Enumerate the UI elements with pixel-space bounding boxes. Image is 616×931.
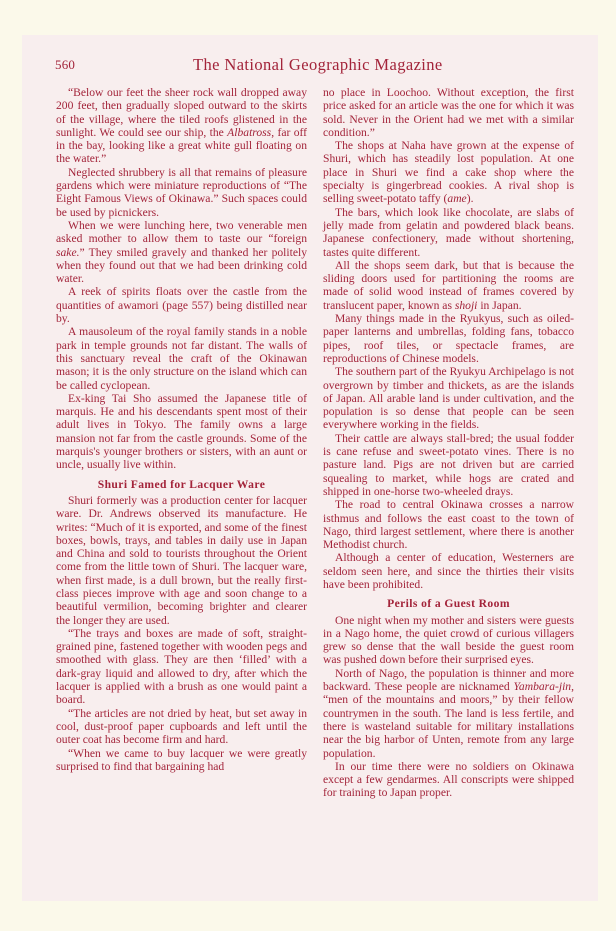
body-paragraph (323, 206, 574, 259)
paragraph-text: , “men of the mountains and moors,” by their fellow countrymen in the south. The land is less fertile, and there is wasteland suitable for military installations near the big harbor of Unten, remote from any large population. (323, 680, 574, 760)
italic-term: ame (447, 192, 467, 206)
body-paragraph (56, 707, 307, 747)
paragraph-text: in Japan. (477, 298, 522, 312)
running-title: The National Geographic Magazine (193, 55, 443, 74)
left-column (56, 86, 307, 773)
paragraph-text: “When we came to buy lacquer we were greatly surprised to find that bargaining had (56, 746, 307, 773)
body-paragraph (323, 432, 574, 498)
page-number: 560 (55, 57, 76, 72)
paragraph-text: All the shops seem dark, but that is because the sliding doors used for partitioning the rooms are made of solid wood instead of frames covered by translucent paper, known as (323, 258, 574, 312)
paragraph-text: North of Nago, the population is thinner and more backward. These people are nicknamed (323, 666, 574, 694)
paragraph-text: Their cattle are always stall-bred; the usual fodder is cane refuse and sweet-potato vines. There is no pasture land. Pigs are not driven but are carried squealing to market, while hogs are crated and shipped in one-horse two-wheeled drays. (323, 431, 574, 498)
paragraph-text: The bars, which look like chocolate, are slabs of jelly made from gelatin and powdered black beans. Japanese confectionery, made without shortening, tastes quite different. (323, 205, 574, 259)
paragraph-text: A mausoleum of the royal family stands in a noble park in temple grounds not far distant. The walls of this sanctuary reveal the craft of the Okinawan mason; it is the only structure on the island which can be called cyclopean. (56, 325, 307, 392)
paragraph-text: Although a center of education, Westerners are seldom seen here, and since the thirties their visits have been prohibited. (323, 551, 574, 591)
paragraph-text: A reek of spirits floats over the castle from the quantities of awamori (page 557) being distilled near by. (56, 285, 307, 326)
paragraph-text: “The trays and boxes are made of soft, straight-grained pine, fastened together with wooden pegs and smoothed with glass. They are then ‘filled’ with a dark-gray liquid and allowed to dry, after which the lacquer is applied with a brush as one would paint a board. (56, 626, 307, 707)
body-paragraph (323, 498, 574, 551)
paragraph-text: Neglected shrubbery is all that remains of pleasure gardens which were miniature reproductions of “The Eight Famous Views of Okinawa.” Such spaces could be used by picnickers. (56, 165, 307, 219)
paragraph-text: In our time there were no soldiers on Okinawa except a few gendarmes. All conscripts were shipped for training to Japan proper. (323, 759, 574, 800)
body-paragraph (323, 614, 574, 667)
paragraph-text: The road to central Okinawa crosses a narrow isthmus and follows the east coast to the town of Nago, third largest settlement, where there is another Methodist church. (323, 498, 574, 552)
italic-term: Albatross (227, 125, 272, 139)
body-paragraph (56, 285, 307, 325)
paragraph-text: Ex-king Tai Sho assumed the Japanese title of marquis. He and his descendants spent most of their adult lives in Tokyo. The family owns a large mansion not far from the castle grounds. Some of the marquis's younger brothers or sisters, with an aunt or uncle, usually live within. (56, 391, 307, 472)
italic-term: Yambara-jin (513, 680, 572, 694)
body-paragraph (56, 494, 307, 627)
section-heading: Perils of a Guest Room (387, 597, 510, 611)
paragraph-text: , far off in the bay, looking like a great white gull floating on the water.” (56, 125, 308, 166)
body-paragraph (323, 86, 574, 139)
paragraph-text: “The articles are not dried by heat, but set away in cool, dust-proof paper cupboards and left until the outer coat has become firm and hard. (56, 706, 307, 747)
body-paragraph (323, 551, 574, 591)
body-paragraph (56, 219, 307, 285)
paragraph-text: no place in Loochoo. Without exception, the first price asked for an article was the one for which it was sold. Never in the Orient had we met with a similar condition.” (323, 86, 574, 139)
body-paragraph (323, 365, 574, 431)
paragraph-text: Many things made in the Ryukyus, such as oiled-paper lanterns and umbrellas, folding fans, tobacco pipes, roof tiles, or spectacle frames, are reproductions of Chinese models. (323, 312, 574, 365)
body-paragraph (323, 760, 574, 800)
body-paragraph (56, 392, 307, 472)
right-column (323, 86, 574, 800)
body-paragraph (323, 312, 574, 365)
body-paragraph (56, 627, 307, 707)
paragraph-text: One night when my mother and sisters were guests in a Nago home, the quiet crowd of curious villagers grew so dense that the wall beside the guest room was pushed down before their surprised eyes. (323, 613, 574, 667)
body-paragraph (56, 86, 307, 166)
section-heading: Shuri Famed for Lacquer Ware (97, 477, 266, 491)
paragraph-text: The shops at Naha have grown at the expense of Shuri, which has steadily lost population. At one place in Shuri we find a cake shop where the specialty is gingerbread cookies. A rival shop is selling sweet-potato taffy ( (323, 139, 574, 206)
italic-term: sake. (56, 245, 80, 259)
body-paragraph (56, 166, 307, 219)
magazine-page (22, 35, 598, 901)
body-paragraph (56, 325, 307, 391)
body-paragraph (323, 139, 574, 205)
italic-term: shoji (454, 298, 478, 312)
paragraph-text: “Below our feet the sheer rock wall dropped away 200 feet, then gradually sloped outward to the skirts of the village, where the tiled roofs glistened in the sunlight. We could see our ship, the (56, 86, 307, 139)
paragraph-text: Shuri formerly was a production center for lacquer ware. Dr. Andrews observed its manufacture. He writes: “Much of it is exported, and some of the finest boxes, bowls, trays, and tables in daily use in Japan and China and sold to tourists throughout the Orient come from the little town of Shuri. The lacquer ware, when first made, is a dull brown, but the really first-class pieces improve with age and soon change to a beautiful vermilion, becoming brighter and clearer the longer they are used. (56, 493, 307, 627)
paragraph-text: The southern part of the Ryukyu Archipelago is not overgrown by timber and thickets, as are the islands of Japan. All arable land is under cultivation, and the population is so dense that people can be seen everywhere working in the fields. (323, 365, 574, 432)
body-paragraph (323, 667, 574, 760)
paragraph-text: ” They smiled gravely and thanked her politely when they found out that we had been drinking cold water. (56, 245, 307, 286)
body-paragraph (56, 747, 307, 774)
paragraph-text: When we were lunching here, two venerable men asked mother to allow them to taste our “foreign (56, 218, 307, 246)
body-paragraph (323, 259, 574, 312)
paragraph-text: ). (466, 192, 474, 206)
